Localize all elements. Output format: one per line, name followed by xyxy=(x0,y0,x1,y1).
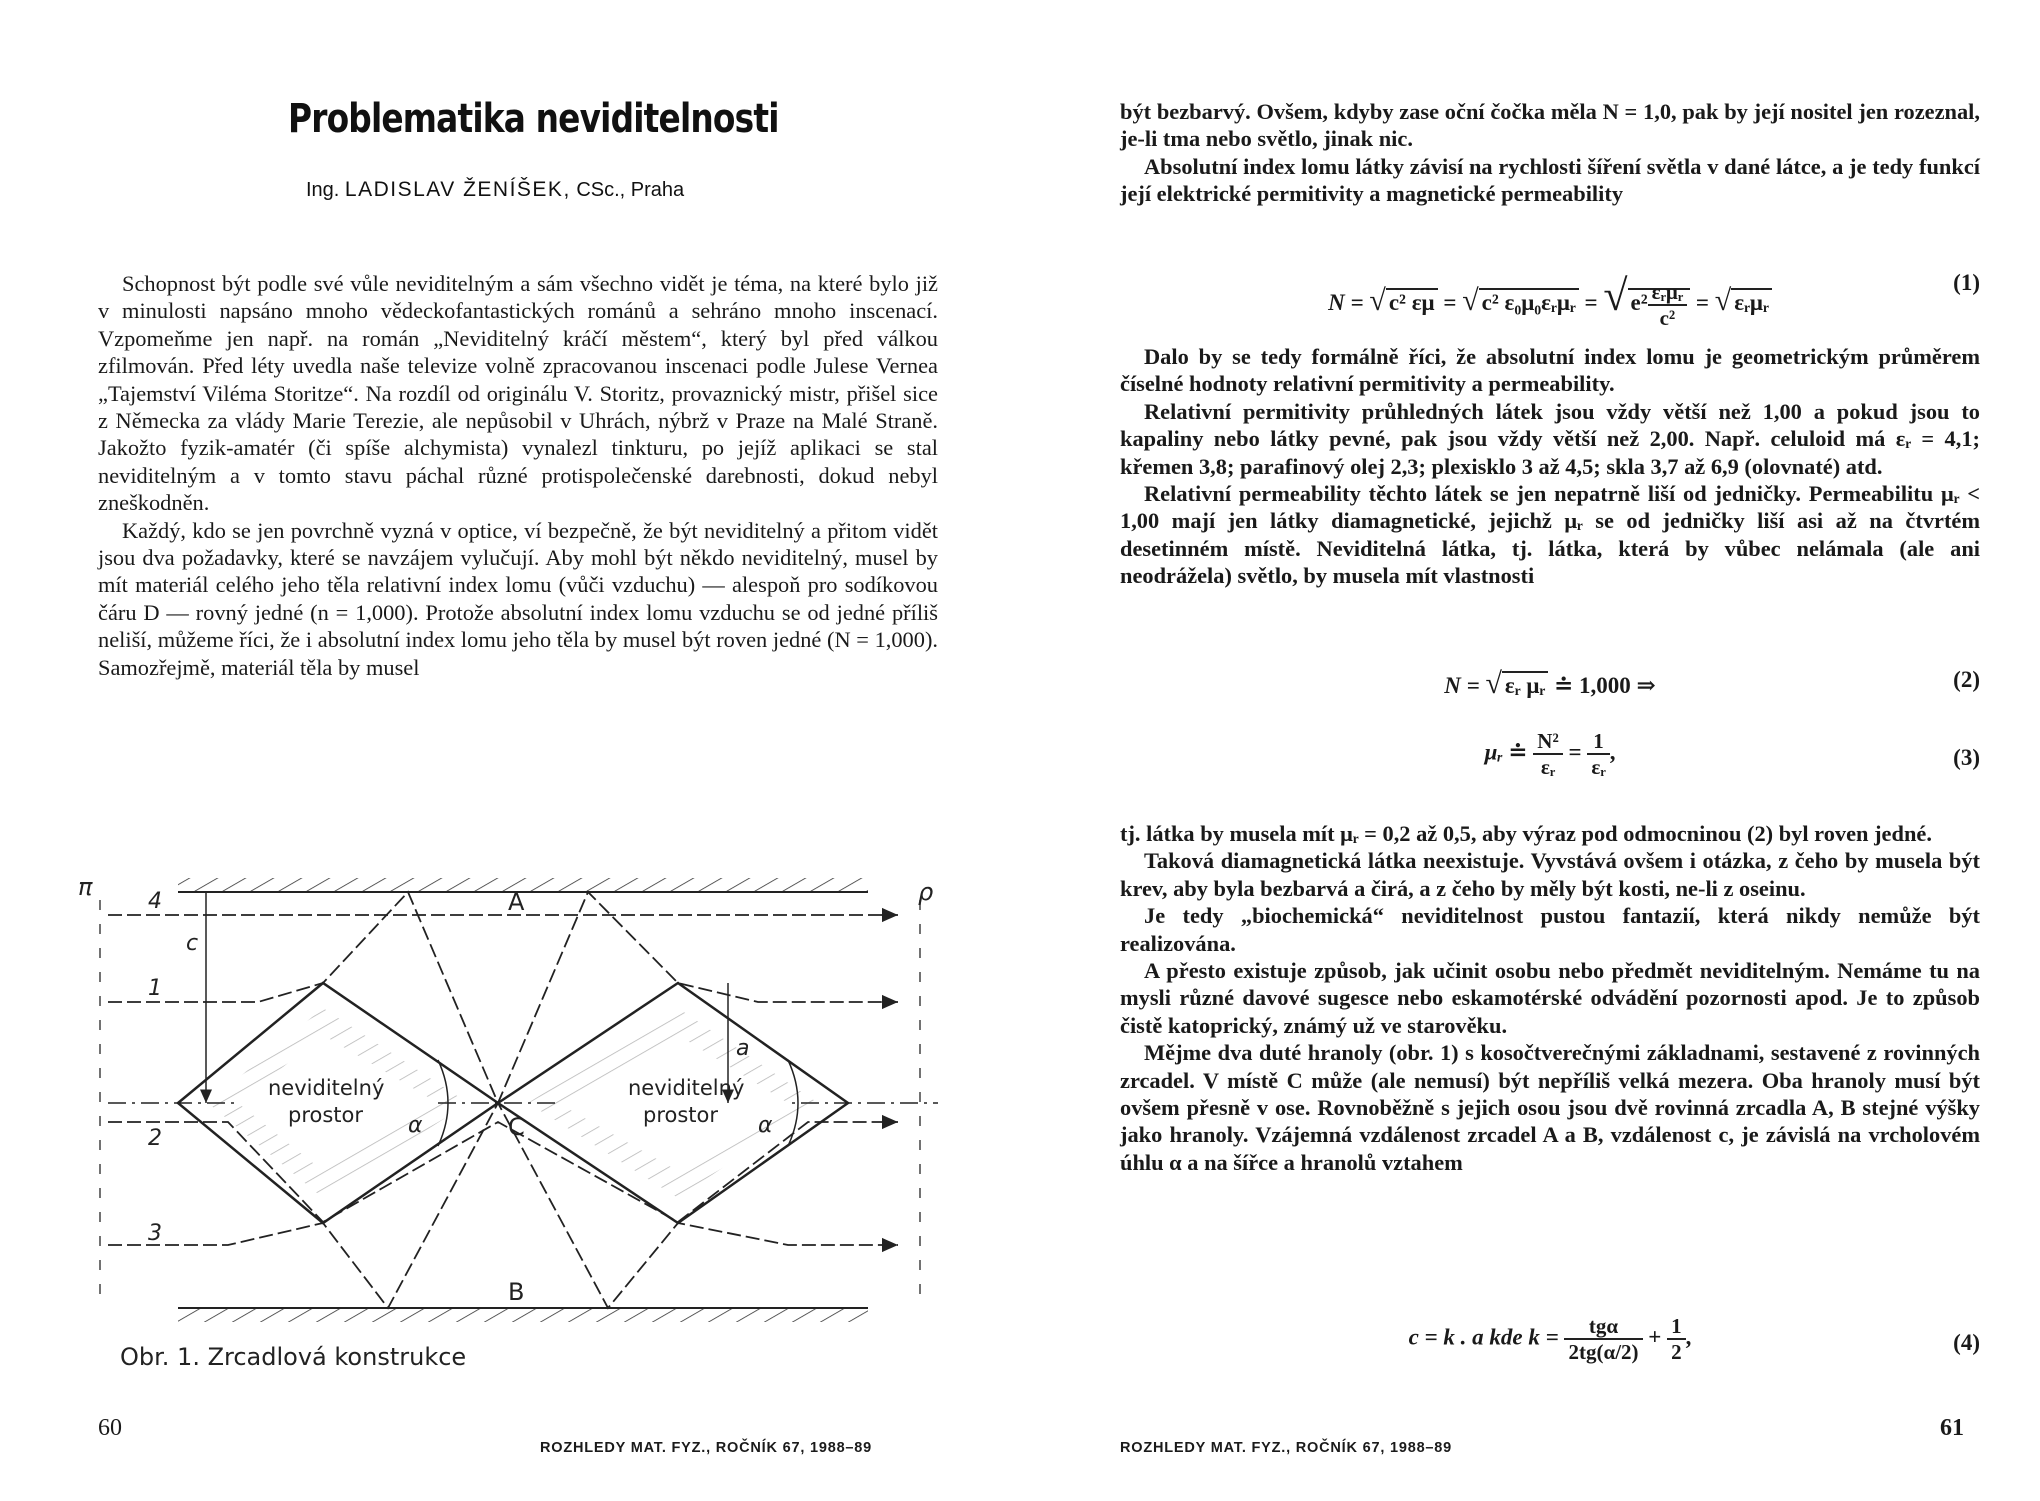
label-angle-right: α xyxy=(758,1113,773,1138)
ray-3 xyxy=(108,1103,898,1308)
left-column-text xyxy=(98,270,938,681)
label-space-2b: prostor xyxy=(643,1103,719,1127)
article-title: Problematika neviditelnosti xyxy=(288,96,779,142)
equation-2: N = √ εᵣ μᵣ ≐ 1,000 ⇒ (2) xyxy=(1444,667,1980,700)
eq3-den2: εᵣ xyxy=(1591,755,1606,779)
eq1-term3-pre: e² xyxy=(1630,290,1648,315)
eq1-term1: c² εμ xyxy=(1386,288,1438,315)
label-pi: π xyxy=(78,873,93,901)
footer-right: ROZHLEDY MAT. FYZ., ROČNÍK 67, 1988–89 xyxy=(1120,1440,1453,1456)
page-number-left: 60 xyxy=(98,1415,122,1441)
eq3-num1: N² xyxy=(1533,729,1562,755)
paragraph: A přesto existuje způsob, jak učinit osobu nebo předmět neviditelným. Nemáme tu na mysli různé davové sugesce nebo eskamotérské odvádění pozornosti apod. Je to způsob čistě katoprický, známý už ve starověku. xyxy=(1120,958,1980,1038)
eq3-tail: , xyxy=(1609,739,1616,765)
eq4-lhs: c = k . a kde k = xyxy=(1408,1324,1559,1350)
label-mirror-b: B xyxy=(508,1278,525,1306)
eq3-number: (3) xyxy=(1953,745,1980,770)
eq4-den2: 2 xyxy=(1671,1340,1682,1364)
eq1-number: (1) xyxy=(1953,270,1980,295)
paragraph: Je tedy „biochemická“ neviditelnost pustou fantazií, která nikdy nemůže být realizována. xyxy=(1120,903,1980,956)
paragraph: Schopnost být podle své vůle neviditelným a sám všechno vidět je téma, na které bylo již v minulosti napsáno mnoho vědeckofantastických románů a sehráno mnoho inscenací. Vzpomeňme jen např. na román „Neviditelný kráčí městem“, který byl před válkou zfilmován. Před léty uvedla naše televize volně zpracovanou inscenaci podle Julese Vernea „Tajemství Viléma Storitze“. Na rozdíl od originálu V. Storitz, provaznický mistr, přišel sice z Německa za vlády Marie Terezie, ale nepůsobil v Uhrách, nýbrž v Praze na Malé Straně. Jakožto fyzik-amatér (či spíše alchymista) vynalezl tinkturu, po jejíž aplikaci se stal neviditelným a v tomto stavu páchal různé protispolečenské darebnosti, dokud nebyl zneškodněn. xyxy=(98,271,938,516)
paragraph: Dalo by se tedy formálně říci, že absolutní index lomu je geometrickým průměrem číselné hodnoty relativní permitivity a permeability. xyxy=(1120,344,1980,397)
label-ray-2: 2 xyxy=(148,1126,162,1151)
label-rho: ρ xyxy=(918,878,934,906)
author-name: LADISLAV ŽENÍŠEK, xyxy=(344,178,571,201)
eq4-num2: 1 xyxy=(1667,1314,1686,1340)
author-suffix: CSc., Praha xyxy=(576,179,685,201)
eq2-rhs: ≐ 1,000 ⇒ xyxy=(1553,673,1656,698)
footer-left: ROZHLEDY MAT. FYZ., ROČNÍK 67, 1988–89 xyxy=(540,1440,873,1456)
paragraph: Každý, kdo se jen povrchně vyzná v optice, ví bezpečně, že být neviditelný a přitom vidět jsou dva požadavky, které se navzájem vylučují. Aby mohl být někdo neviditelný, musel by mít materiál celého jeho těla relativní index lomu (vůči vzduchu) — alespoň pro sodíkovou čáru D — rovný jedné (n = 1,000). Protože absolutní index lomu vzduchu se od jedné příliš neliší, můžeme říci, že i absolutní index lomu jeho těla by musel být roven jedné (N = 1,000). Samozřejmě, materiál těla by musel xyxy=(98,517,938,680)
label-center: C xyxy=(508,1113,525,1141)
eq1-term3-num: εᵣμᵣ xyxy=(1648,280,1688,306)
label-mirror-a: A xyxy=(508,888,525,916)
equation-3 xyxy=(1120,725,1980,795)
mirror-construction-figure xyxy=(78,860,938,1330)
eq3-lhs: μᵣ ≐ xyxy=(1484,739,1528,765)
eq2-radicand: εᵣ μᵣ xyxy=(1502,671,1548,698)
label-dim-c: c xyxy=(186,931,199,956)
equation-4 xyxy=(1120,1310,1980,1380)
paragraph: Relativní permeability těchto látek se jen nepatrně liší od jedničky. Permeabilitu μᵣ < 1,00 mají jen látky diamagnetické, jejichž μᵣ se od jedničky liší asi až na čtvrtém desetinném místě. Neviditelná látka, tj. látka, která by vůbec nelámala (ale ani neodrážela) světlo, by musela mít vlastnosti xyxy=(1120,481,1980,589)
ray-1 xyxy=(108,892,898,1103)
label-angle-left: α xyxy=(408,1113,423,1138)
paragraph: Relativní permitivity průhledných látek jsou vždy větší než 1,00 a pokud jsou to kapaliny nebo látky pevné, pak jsou vždy větší než 2,00. Např. celuloid má εᵣ = 4,1; křemen 3,8; parafinový olej 2,3; plexisklo 3 až 4,5; skla 3,7 až 6,9 (olovnaté) atd. xyxy=(1120,398,1980,479)
eq3-mid: = xyxy=(1568,739,1582,765)
eq1-lhs: N = xyxy=(1328,290,1364,315)
equation-1: N = √ c² εμ = √ c² ε₀μ₀εᵣμᵣ = √ e² $\frac{\text{εᵣμᵣ}}{\text{c²}}$ = √ εᵣμᵣ (1) xyxy=(1328,270,1980,330)
right-block-3 xyxy=(1120,820,1980,1176)
eq1-term3-den: c² xyxy=(1659,305,1676,330)
eq4-den1: 2tg(α/2) xyxy=(1568,1340,1639,1364)
label-dim-a: a xyxy=(736,1036,750,1061)
eq1-term4: εᵣμᵣ xyxy=(1731,288,1772,315)
right-block-2 xyxy=(1120,343,1980,590)
right-block-1 xyxy=(1120,98,1980,208)
right-page xyxy=(1020,0,2040,1501)
paragraph: Taková diamagnetická látka neexistuje. Vyvstává ovšem i otázka, z čeho by musela být krev, aby byla bezbarvá a čirá, a z čeho by měly být kosti, ne-li z oseinu. xyxy=(1120,848,1980,901)
figure-caption: Obr. 1. Zrcadlová konstrukce xyxy=(120,1343,467,1371)
eq3-den1: εᵣ xyxy=(1540,755,1556,779)
label-space-1a: neviditelný xyxy=(268,1076,385,1100)
paragraph: tj. látka by musela mít μᵣ = 0,2 až 0,5, aby výraz pod odmocninou (2) byl roven jedné. xyxy=(1120,821,1932,846)
label-ray-4: 4 xyxy=(148,889,162,914)
author-prefix: Ing. xyxy=(306,179,340,201)
label-space-1b: prostor xyxy=(288,1103,364,1127)
author-line xyxy=(306,178,684,202)
eq1-term2: c² ε₀μ₀εᵣμᵣ xyxy=(1479,288,1579,315)
eq4-number: (4) xyxy=(1953,1330,1980,1355)
paragraph: být bezbarvý. Ovšem, kdyby zase oční čočka měla N = 1,0, pak by její nositel jen rozeznal, je-li tma nebo světlo, jinak nic. xyxy=(1120,99,1980,152)
eq2-lhs: N = xyxy=(1444,673,1480,698)
paragraph: Absolutní index lomu látky závisí na rychlosti šíření světla v dané látce, a je tedy funkcí její elektrické permitivity a magnetické permeability xyxy=(1120,153,1980,207)
eq2-number: (2) xyxy=(1953,667,1980,692)
eq4-num1: tgα xyxy=(1564,1314,1642,1340)
mirror-b-hatch xyxy=(178,1308,868,1322)
ray-2 xyxy=(108,1122,898,1222)
eq4-plus: + xyxy=(1648,1324,1662,1350)
eq4-tail: , xyxy=(1685,1324,1692,1350)
label-space-2a: neviditelný xyxy=(628,1076,745,1100)
page-number-right: 61 xyxy=(1940,1415,1964,1441)
paragraph: Mějme dva duté hranoly (obr. 1) s kosočtverečnými základnami, sestavené z rovinných zrcadel. V místě C může (ale nemusí) být nepříliš velká mezera. Oba hranoly musí být ovšem přesně v ose. Rovnoběžně s jejich osou jsou dvě rovinná zrcadla A, B stejné výšky jako hranoly. Vzájemná vzdálenost zrcadel A a B, vzdálenost c, je závislá na vrcholovém úhlu α a na šířce a hranolů vztahem xyxy=(1120,1040,1980,1175)
label-ray-1: 1 xyxy=(148,976,162,1001)
label-ray-3: 3 xyxy=(148,1221,162,1246)
eq3-num2: 1 xyxy=(1587,729,1609,755)
